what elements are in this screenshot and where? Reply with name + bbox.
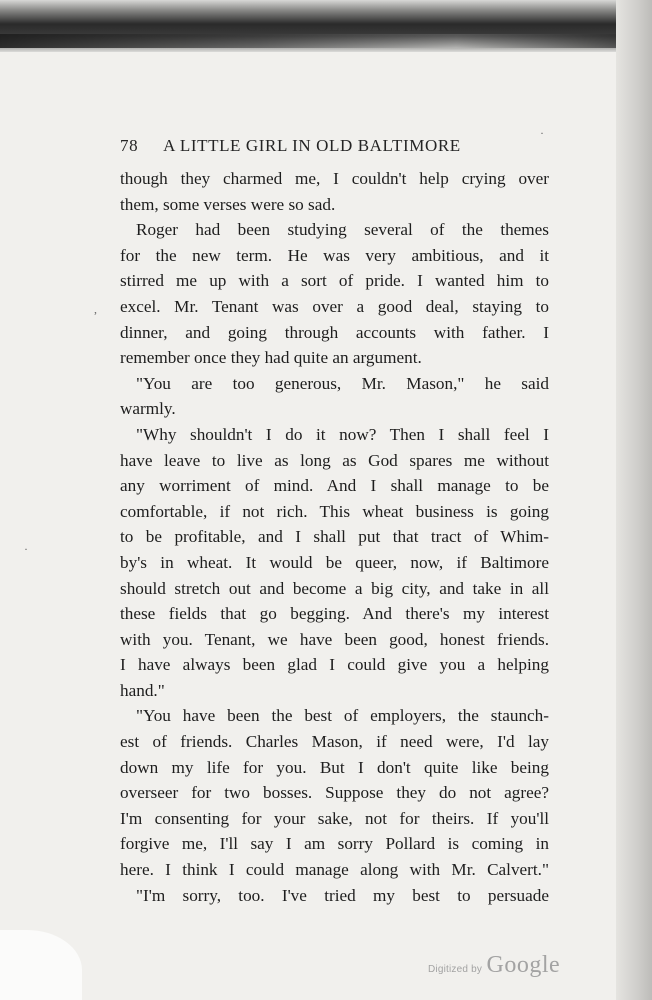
text-line: should stretch out and become a big city, and take in all (120, 578, 549, 598)
body-text (120, 166, 549, 908)
text-line: warmly. (120, 399, 176, 419)
text-line: here. I think I could manage along with Mr. Calvert." (120, 860, 549, 880)
text-line: I have always been glad I could give you a helping (120, 655, 549, 675)
watermark-prefix: Digitized by (428, 964, 483, 975)
text-line: Roger had been studying several of the themes (136, 220, 549, 240)
text-line: dinner, and going through accounts with father. I (120, 322, 549, 342)
running-head: A LITTLE GIRL IN OLD BALTIMORE (163, 136, 461, 155)
text-line: remember once they had quite an argument. (120, 348, 422, 368)
scan-speck: · (24, 542, 28, 556)
text-line: overseer for two bosses. Suppose they do not agree? (120, 783, 549, 803)
scan-right-edge (616, 0, 652, 1000)
text-line: though they charmed me, I couldn't help crying over (120, 169, 549, 188)
digitized-by-watermark (428, 952, 560, 979)
text-line: any worriment of mind. And I shall manage to be (120, 476, 549, 496)
text-line: "You have been the best of employers, the staunch- (136, 706, 549, 726)
page-header (120, 136, 540, 156)
text-line: by's in wheat. It would be queer, now, if Baltimore (120, 552, 549, 572)
text-line: "I'm sorry, too. I've tried my best to persuade (136, 885, 549, 905)
text-line: stirred me up with a sort of pride. I wanted him to (120, 271, 549, 291)
text-line: "Why shouldn't I do it now? Then I shall feel I (136, 424, 549, 444)
scan-speck: · (540, 126, 544, 140)
text-line: est of friends. Charles Mason, if need were, I'd lay (120, 732, 549, 752)
text-line: them, some verses were so sad. (120, 194, 336, 214)
page-number: 78 (120, 136, 139, 155)
text-line: "You are too generous, Mr. Mason," he said (136, 373, 549, 393)
google-logo: Google (486, 952, 561, 978)
text-line: comfortable, if not rich. This wheat business is going (120, 501, 549, 521)
text-line: these fields that go begging. And there's my interest (120, 604, 549, 624)
scan-shadow (0, 34, 652, 48)
text-line: with you. Tenant, we have been good, honest friends. (120, 629, 549, 649)
text-line: have leave to live as long as God spares me without (120, 450, 549, 470)
text-line: forgive me, I'll say I am sorry Pollard is coming in (120, 834, 549, 854)
text-line: I'm consenting for your sake, not for theirs. If you'll (120, 808, 549, 828)
text-line: for the new term. He was very ambitious, and it (120, 245, 549, 265)
text-line: excel. Mr. Tenant was over a good deal, staying to (120, 296, 549, 316)
text-line: to be profitable, and I shall put that tract of Whim- (120, 527, 549, 547)
scan-speck: , (94, 302, 97, 316)
text-line: hand." (120, 680, 165, 700)
text-line: down my life for you. But I don't quite like being (120, 757, 549, 777)
